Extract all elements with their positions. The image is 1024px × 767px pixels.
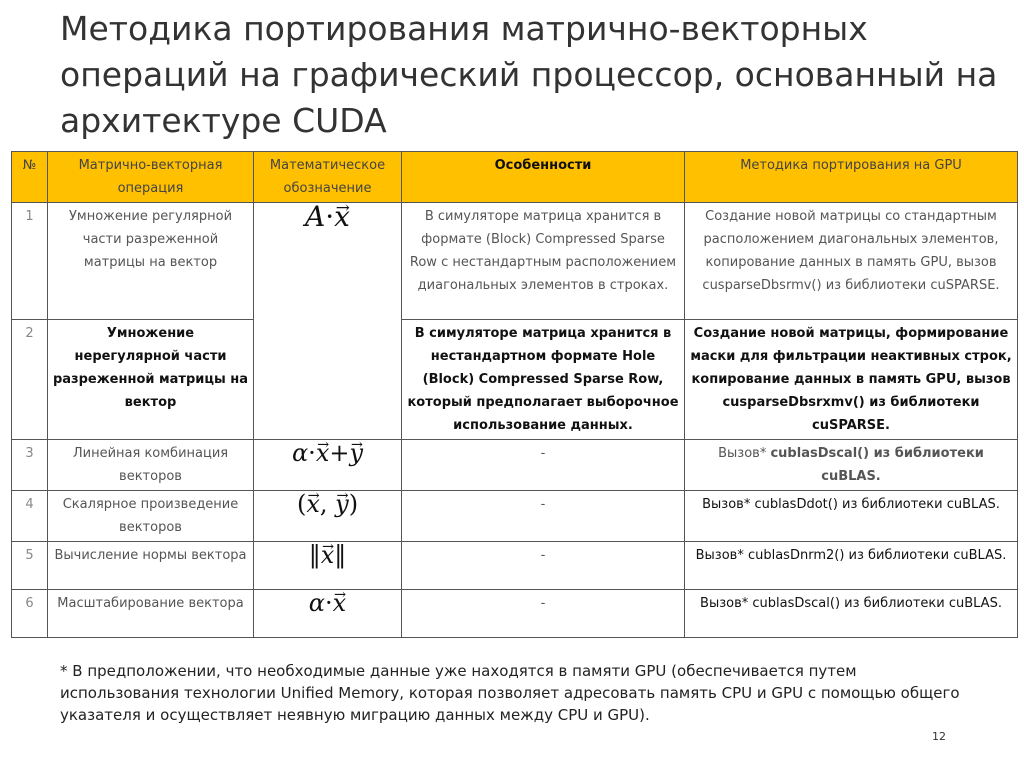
formula-norm — [254, 542, 402, 590]
formula-plus: + — [329, 439, 350, 467]
method-prefix: Вызов* — [718, 446, 771, 461]
vector-x: x → — [334, 205, 350, 228]
formula-comma: , — [319, 490, 336, 518]
table-header-row — [12, 152, 1018, 203]
table-row — [12, 440, 1018, 491]
table-row — [12, 542, 1018, 590]
row-num: 1 — [12, 203, 48, 320]
row-features: - — [402, 590, 685, 638]
methods-table — [11, 151, 1018, 638]
row-features: - — [402, 440, 685, 491]
table-row — [12, 590, 1018, 638]
formula-close: ‖ — [334, 541, 347, 569]
row-method: Создание новой матрицы со стандартным расположением диагональных элементов, копирование данных в память GPU, вызов cusparseDbsrmv() из библиотеки cuSPARSE. — [685, 203, 1018, 320]
vector-x: x → — [316, 442, 330, 465]
slide-title: Методика портирования матрично-векторных операций на графический процессор, основанный на архитектуре CUDA — [60, 9, 998, 140]
row-operation: Вычисление нормы вектора — [48, 542, 254, 590]
row-operation: Скалярное произведение векторов — [48, 491, 254, 542]
formula-dot: · — [308, 439, 316, 467]
row-num: 4 — [12, 491, 48, 542]
row-features: - — [402, 542, 685, 590]
formula-a: A — [305, 200, 326, 233]
vector-y: y → — [349, 442, 363, 465]
row-features: - — [402, 491, 685, 542]
row-method: Вызов* cublasDscal() из библиотеки cuBLAS. — [685, 590, 1018, 638]
table-row — [12, 491, 1018, 542]
header-features: Особенности — [402, 152, 685, 203]
row-num: 3 — [12, 440, 48, 491]
header-method: Методика портирования на GPU — [685, 152, 1018, 203]
table-row — [12, 203, 1018, 320]
page-number: 12 — [932, 730, 946, 743]
formula-scalar-product — [254, 491, 402, 542]
row-method: Вызов* cublasDnrm2() из библиотеки cuBLAS. — [685, 542, 1018, 590]
formula-scaling — [254, 590, 402, 638]
vector-x: x → — [333, 592, 347, 615]
row-operation: Умножение регулярной части разреженной матрицы на вектор — [48, 203, 254, 320]
row-operation: Масштабирование вектора — [48, 590, 254, 638]
formula-close: ) — [348, 490, 359, 518]
formula-alpha: α — [308, 589, 326, 617]
formula-open: ‖ — [308, 541, 321, 569]
header-operation: Матрично-векторная операция — [48, 152, 254, 203]
vector-x: x → — [306, 493, 320, 516]
row-method — [685, 440, 1018, 491]
vector-y: y → — [335, 493, 349, 516]
row-features: В симуляторе матрица хранится в нестандартном формате Hole (Block) Compressed Sparse Row, который предполагает выборочное использование данных. — [402, 320, 685, 440]
row-operation: Умножение нерегулярной части разреженной матрицы на вектор — [48, 320, 254, 440]
row-num: 5 — [12, 542, 48, 590]
method-function: cublasDscal() из библиотеки cuBLAS. — [770, 446, 984, 484]
footnote: * В предположении, что необходимые данные уже находятся в памяти GPU (обеспечивается путем использования технологии Unified Memory, которая позволяет адресовать память CPU и GPU с помощью общего указателя и осуществляет неявную миграцию данных между CPU и GPU). — [60, 662, 960, 724]
row-num: 6 — [12, 590, 48, 638]
row-operation: Линейная комбинация векторов — [48, 440, 254, 491]
formula-matrix-vector — [254, 200, 402, 440]
row-num: 2 — [12, 320, 48, 440]
table-row — [12, 320, 1018, 440]
formula-alpha: α — [291, 439, 309, 467]
formula-open: ( — [296, 490, 307, 518]
vector-x: x → — [321, 544, 335, 567]
header-num: № — [12, 152, 48, 203]
formula-linear-combination — [254, 440, 402, 491]
row-features: В симуляторе матрица хранится в формате (Block) Compressed Sparse Row с нестандартным расположением диагональных элементов в строках. — [402, 203, 685, 320]
row-method: Вызов* cublasDdot() из библиотеки cuBLAS. — [685, 491, 1018, 542]
header-notation: Математическое обозначение — [254, 152, 402, 203]
formula-dot: · — [325, 589, 333, 617]
row-method: Создание новой матрицы, формирование маски для фильтрации неактивных строк, копирование данных в память GPU, вызов cusparseDbsrxmv() из библиотеки cuSPARSE. — [685, 320, 1018, 440]
formula-dot: · — [325, 200, 335, 233]
